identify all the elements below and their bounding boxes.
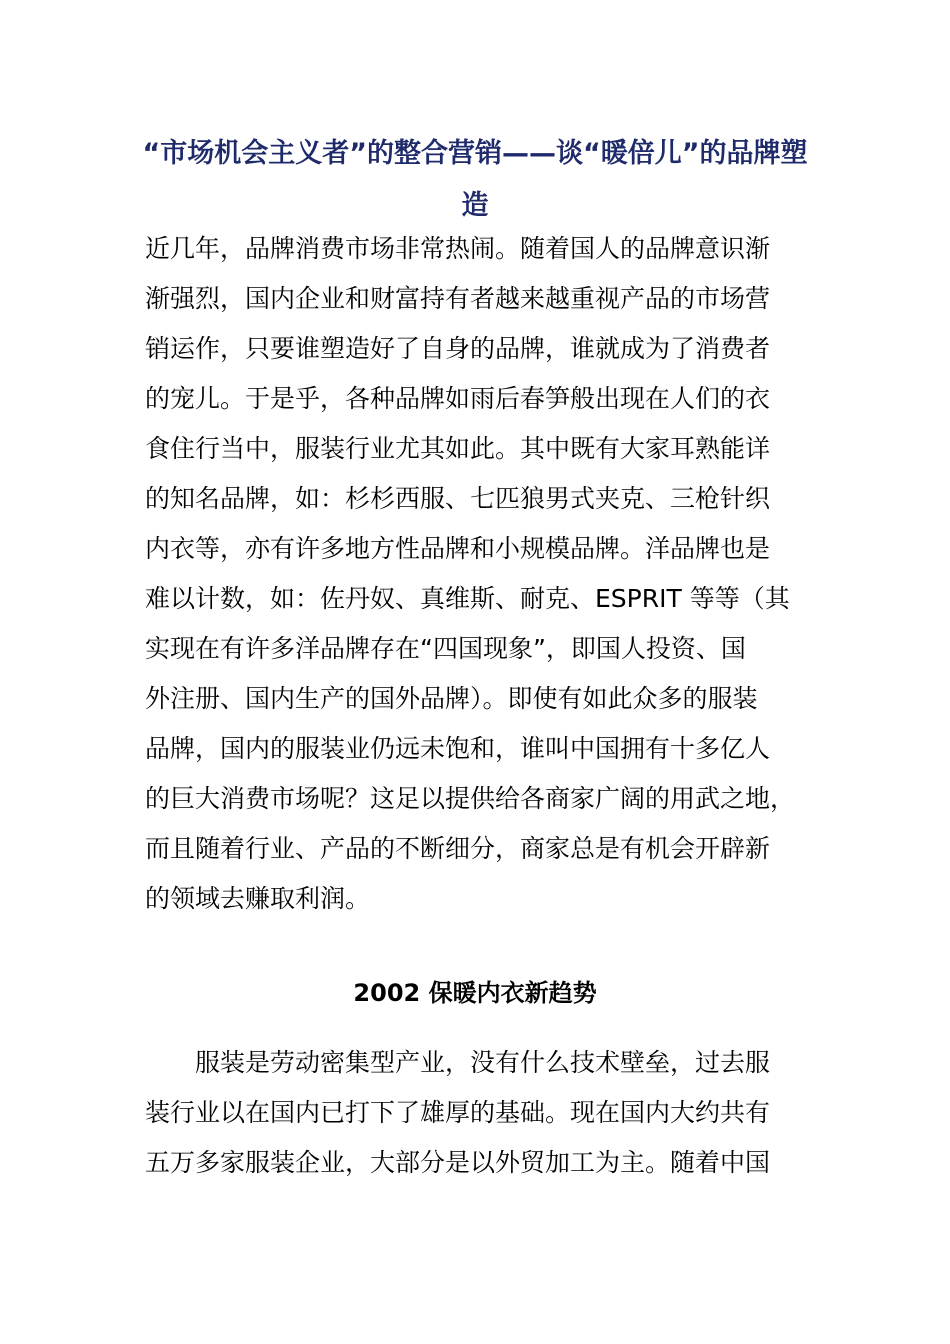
- title-line: “市场机会主义者”的整合营销——谈“暖倍儿”的品牌塑: [142, 138, 808, 169]
- document-title: [120, 128, 830, 232]
- paragraph-line: 食住行当中，服装行业尤其如此。其中既有大家耳熟能详: [145, 434, 771, 463]
- paragraph-line: 服装是劳动密集型产业，没有什么技术壁垒，过去服: [145, 1048, 771, 1077]
- title-line: 造: [461, 190, 489, 221]
- paragraph-line: 品牌，国内的服装业仍远未饱和，谁叫中国拥有十多亿人: [145, 734, 771, 763]
- paragraph-line: 的巨大消费市场呢？这足以提供给各商家广阔的用武之地，: [145, 784, 796, 813]
- paragraph-line: 内衣等，亦有许多地方性品牌和小规模品牌。洋品牌也是: [145, 534, 771, 563]
- paragraph-line: 装行业以在国内已打下了雄厚的基础。现在国内大约共有: [145, 1098, 771, 1127]
- paragraph-line: 外注册、国内生产的国外品牌）。即使有如此众多的服装: [145, 684, 758, 713]
- section-heading: 2002 保暖内衣新趋势: [353, 979, 597, 1007]
- paragraph-line: 渐强烈，国内企业和财富持有者越来越重视产品的市场营: [145, 284, 771, 313]
- paragraph-line: 五万多家服装企业，大部分是以外贸加工为主。随着中国: [145, 1148, 771, 1177]
- paragraph-line: 近几年，品牌消费市场非常热闹。随着国人的品牌意识渐: [145, 234, 771, 263]
- paragraph-line: 销运作，只要谁塑造好了自身的品牌，谁就成为了消费者: [145, 334, 771, 363]
- paragraph-line: 而且随着行业、产品的不断细分，商家总是有机会开辟新: [145, 834, 771, 863]
- paragraph-line: 难以计数，如：佐丹奴、真维斯、耐克、ESPRIT 等等（其: [145, 584, 790, 613]
- intro-paragraph: [145, 224, 815, 924]
- section-paragraph: [145, 1038, 815, 1188]
- paragraph-line: 的宠儿。于是乎，各种品牌如雨后春笋般出现在人们的衣: [145, 384, 771, 413]
- paragraph-line: 实现在有许多洋品牌存在“四国现象”，即国人投资、国: [145, 634, 746, 663]
- paragraph-line: 的领域去赚取利润。: [145, 884, 371, 913]
- paragraph-line: 的知名品牌，如：杉杉西服、七匹狼男式夹克、三枪针织: [145, 484, 771, 513]
